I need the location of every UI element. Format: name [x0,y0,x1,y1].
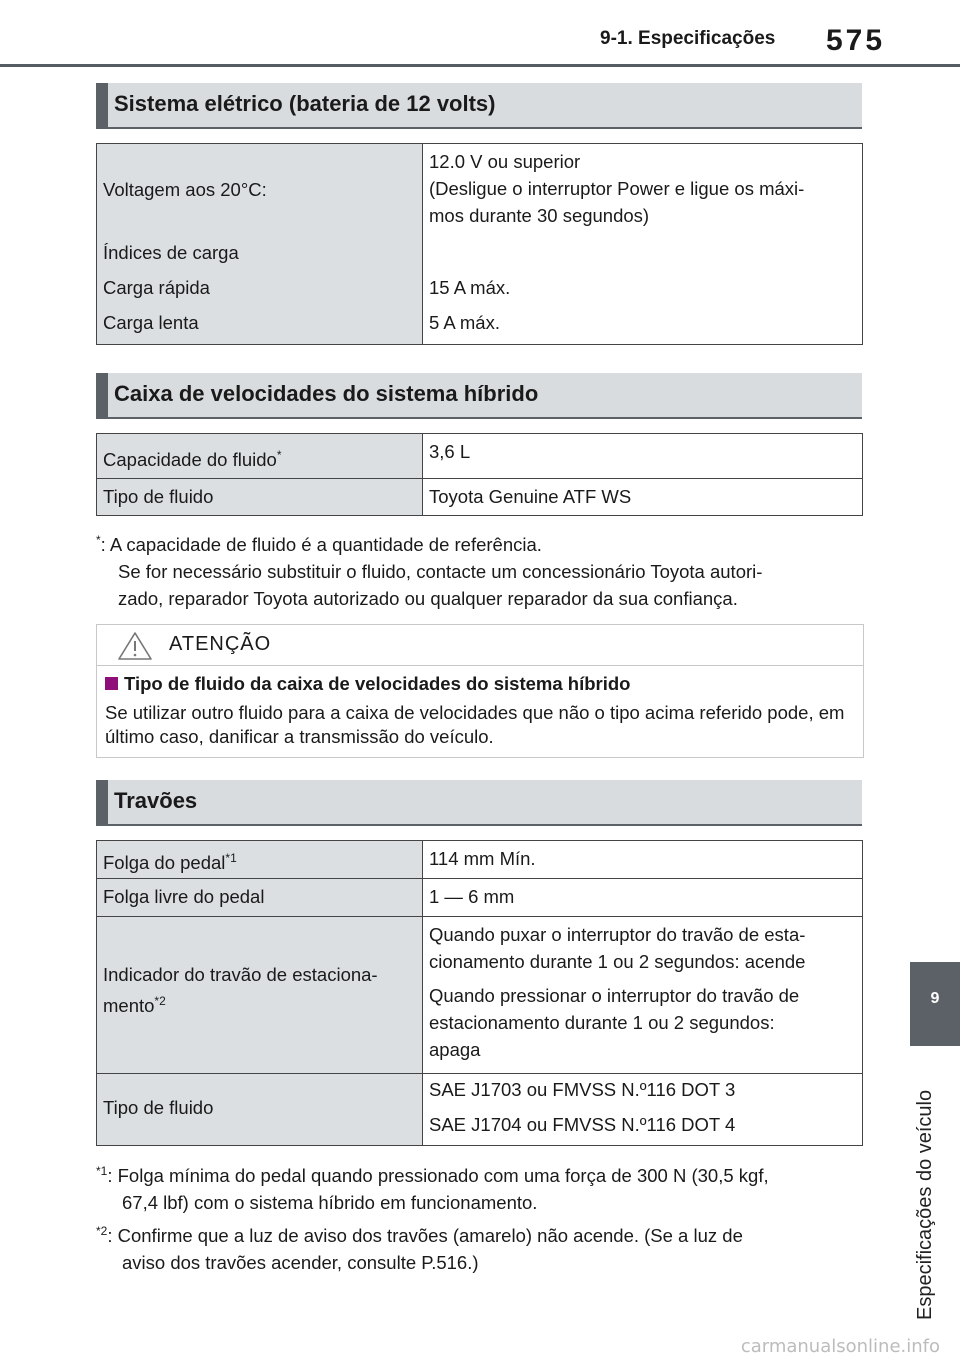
brakes-footnote-1 [96,1158,866,1216]
indicator-value: estacionamento durante 1 ou 2 segundos: [429,1012,775,1033]
table-cell [423,879,863,917]
warning-triangle-icon [117,631,153,661]
voltage-note: (Desligue o interruptor Power e ligue os máxi- [429,178,805,199]
footnote-text: Se for necessário substituir o fluido, contacte um concessionário Toyota autori- [118,561,763,583]
warning-body: Se utilizar outro fluido para a caixa de velocidades que não o tipo acima referido pode, em último caso, danificar a transmissão do veículo. [105,702,845,747]
footnote-text: : A capacidade de fluido é a quantidade de referência. [100,534,542,556]
footnote-text: : Confirme que a luz de aviso dos travões (amarelo) não acende. (Se a luz de [107,1225,743,1247]
parking-indicator-label-cont: mento [103,995,155,1017]
pedal-play-value: 114 mm Mín. [429,848,536,869]
capacity-value: 3,6 L [429,441,471,462]
indicator-value: Quando puxar o interruptor do travão de esta- [429,924,806,945]
footnote-text: : Folga mínima do pedal quando pressionado com uma força de 300 N (30,5 kgf, [107,1165,769,1187]
section-title: Travões [114,788,198,813]
electrical-table [96,143,863,345]
electrical-values [423,144,863,345]
section-title: Sistema elétrico (bateria de 12 volts) [114,91,496,116]
footnote-mark: *2 [96,1224,108,1238]
table-cell [97,479,423,516]
table-cell [423,841,863,879]
warning-box [96,624,864,758]
table-cell [423,479,863,516]
table-cell [97,879,423,917]
table-cell [423,1074,863,1146]
section-gearbox [96,373,862,419]
table-cell [97,917,423,1074]
capacity-label: Capacidade do fluido [103,449,277,471]
section-brakes [96,780,862,826]
free-play-label: Folga livre do pedal [103,886,265,907]
footnote-mark: *1 [225,851,237,865]
watermark: carmanualsonline.info [740,1336,940,1357]
table-cell [423,917,863,1074]
fluid-type-value: Toyota Genuine ATF WS [429,486,632,507]
footnote-text: 67,4 lbf) com o sistema híbrido em funcionamento. [122,1192,538,1214]
section-electrical [96,83,862,129]
section-title: Caixa de velocidades do sistema híbrido [114,381,539,406]
table-cell [97,434,423,479]
indicator-value: apaga [429,1039,481,1060]
gearbox-table [96,433,863,516]
voltage-value: 12.0 V ou superior [429,151,581,172]
chapter-label: Especificações do veículo [914,1089,936,1320]
footnote-mark: *2 [154,994,166,1008]
voltage-note-cont: mos durante 30 segundos) [429,205,650,226]
footnote-text: aviso dos travões acender, consulte P.516.) [122,1252,479,1274]
section-stripe [96,373,108,417]
table-cell [97,841,423,879]
chapter-tab[interactable] [910,962,960,1046]
fast-charge-value: 15 A máx. [429,277,511,298]
brake-fluid-label: Tipo de fluido [103,1097,214,1118]
footnote-text: zado, reparador Toyota autorizado ou qualquer reparador da sua confiança. [118,588,738,610]
charge-rates-label: Índices de carga [103,242,239,263]
section-stripe [96,83,108,127]
indicator-value: Quando pressionar o interruptor do travão de [429,985,800,1006]
footnote-mark: * [276,448,282,462]
electrical-labels [97,144,423,345]
slow-charge-value: 5 A máx. [429,312,500,333]
free-play-value: 1 — 6 mm [429,886,515,907]
brake-fluid-value: SAE J1704 ou FMVSS N.º116 DOT 4 [429,1114,736,1135]
gearbox-footnote [96,527,856,612]
fluid-type-label: Tipo de fluido [103,486,214,507]
parking-indicator-label: Indicador do travão de estaciona- [103,964,378,985]
chapter-number: 9 [930,990,940,1007]
slow-charge-label: Carga lenta [103,312,199,333]
voltage-label: Voltagem aos 20°C: [103,179,267,200]
table-cell [97,1074,423,1146]
footnote-mark: * [96,533,101,547]
footnote-mark: *1 [96,1164,108,1178]
page-number: 575 [826,24,886,57]
fast-charge-label: Carga rápida [103,277,210,298]
brakes-footnote-2 [96,1218,866,1276]
warning-title: ATENÇÃO [169,633,272,655]
warning-header [97,625,863,666]
header-rule [0,64,960,67]
warning-subtitle-text: Tipo de fluido da caixa de velocidades do sistema híbrido [124,673,631,694]
warning-subtitle [105,673,630,695]
brakes-table [96,840,863,1146]
bullet-square-icon [105,677,118,690]
section-stripe [96,780,108,824]
pedal-play-label: Folga do pedal [103,852,226,874]
indicator-value: cionamento durante 1 ou 2 segundos: acende [429,951,806,972]
table-cell [423,434,863,479]
brake-fluid-value: SAE J1703 ou FMVSS N.º116 DOT 3 [429,1079,736,1100]
section-heading: 9-1. Especificações [600,28,776,49]
